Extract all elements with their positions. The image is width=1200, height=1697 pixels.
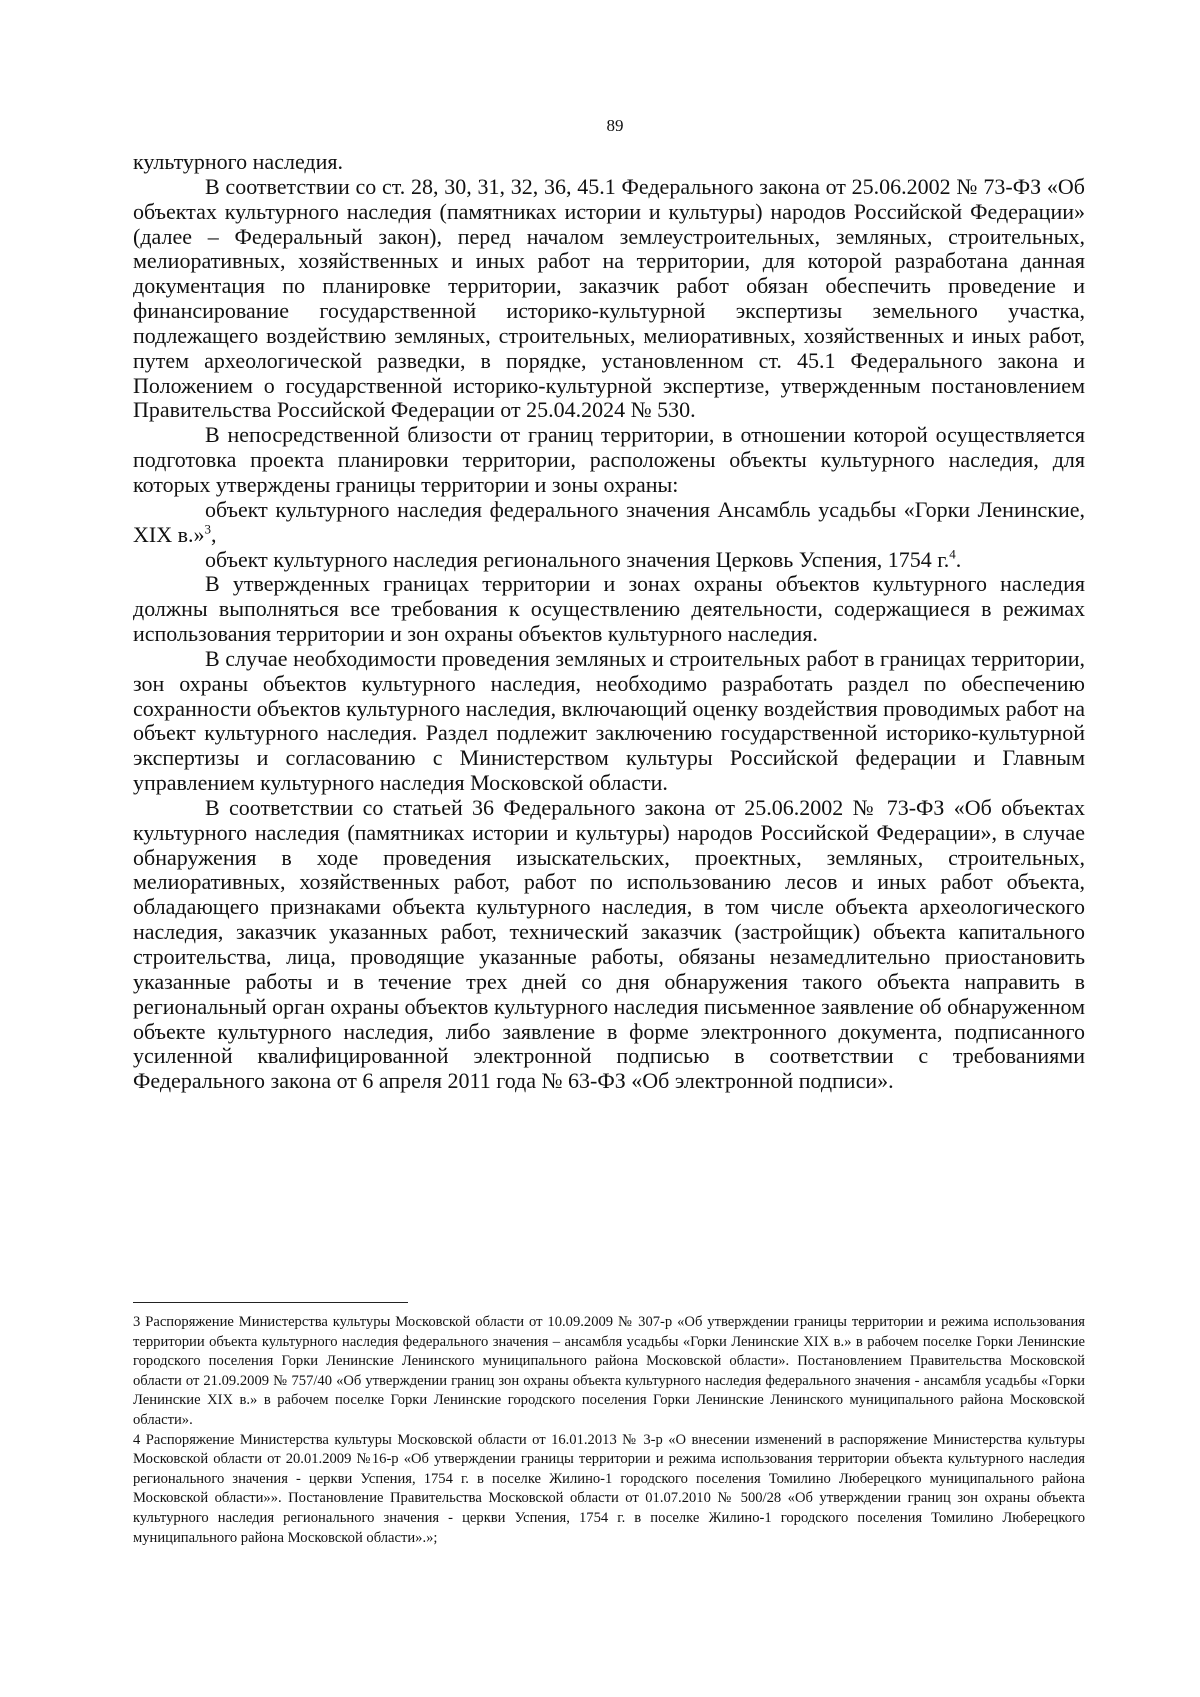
- page-number: 89: [606, 116, 624, 135]
- footnotes: [133, 1313, 1085, 1548]
- list-item-heritage-object: [133, 498, 1085, 548]
- paragraph-nearby-objects: В непосредственной близости от границ территории, в отношении которой осуществляется подготовка проекта планировки территории, расположены объекты культурного наследия, для которых утверждены границы территории и зоны охраны:: [133, 422, 1085, 497]
- list-item-heritage-object: [133, 548, 1085, 573]
- footnote-reference: 3: [204, 521, 211, 537]
- heritage-object-text: объект культурного наследия федерального значения Ансамбль усадьбы «Горки Ленинские, XIX в.»: [133, 496, 1085, 547]
- paragraph-continuation: культурного наследия.: [133, 149, 343, 174]
- paragraph-preservation-section: В случае необходимости проведения земляных и строительных работ в границах территории, зон охраны объектов культурного наследия, необходимо разработать раздел по обеспечению сохранности объектов культурного наследия, включающий оценку воздействия проводимых работ на объект культурного наследия. Раздел подлежит заключению государственной историко-культурной экспертизы и согласованию с Министерством культуры Российской федерации и Главным управлением культурного наследия Московской области.: [133, 645, 1086, 796]
- paragraph-discovery-procedure: В соответствии со статьей 36 Федерального закона от 25.06.2002 № 73-ФЗ «Об объектах культурного наследия (памятниках истории и культуры) народов Российской Федерации», в случае обнаружения в ходе проведения изыскательских, проектных, земляных, строительных, мелиоративных, хозяйственных работ, работ по использованию лесов и иных работ объекта, обладающего признаками объекта культурного наследия, в том числе объекта археологического наследия, заказчик указанных работ, технический заказчик (застройщик) объекта капитального строительства, лица, проводящие указанные работы, обязаны незамедлительно приостановить указанные работы и в течение трех дней со дня обнаружения такого объекта направить в региональный орган охраны объектов культурного наследия письменное заявление об обнаруженном объекте культурного наследия, либо заявление в форме электронного документа, подписанного усиленной квалифицированной электронной подписью в соответствии с требованиями Федерального закона от 6 апреля 2011 года № 63-ФЗ «Об электронной подписи».: [133, 794, 1085, 1094]
- paragraph-expertise-requirement: В соответствии со ст. 28, 30, 31, 32, 36, 45.1 Федерального закона от 25.06.2002 № 73-ФЗ «Об объектах культурного наследия (памятниках истории и культуры) народов Российской Федерации» (далее – Федеральный закон), перед началом землеустроительных, земляных, строительных, мелиоративных, хозяйственных и иных работ на территории, для которой разработана данная документация по планировке территории, заказчик работ обязан обеспечить проведение и финансирование государственной историко-культурной экспертизы земельного участка, подлежащего воздействию земляных, строительных, мелиоративных, хозяйственных и иных работ, путем археологической разведки, в порядке, установленном ст. 45.1 Федерального закона и Положением о государственной историко-культурной экспертизе, утвержденным постановлением Правительства Российской Федерации от 25.04.2024 № 530.: [133, 173, 1085, 423]
- footnote-separator: [133, 1302, 408, 1303]
- document-body: [133, 150, 1085, 1094]
- footnote-reference: 4: [949, 546, 956, 562]
- heritage-object-tail: ,: [211, 521, 217, 547]
- footnote: 3 Распоряжение Министерства культуры Московской области от 10.09.2009 № 307-р «Об утверждении границы территории и режима использования территории объекта культурного наследия федерального значения – ансамбля усадьбы «Горки Ленинские XIX в.» в рабочем поселке Горки Ленинские городского поселения Горки Ленинские Ленинского муниципального района Московской области». Постановлением Правительства Московской области от 21.09.2009 № 757/40 «Об утверждении границ зон охраны объекта культурного наследия федерального значения - ансамбля усадьбы «Горки Ленинские XIX в.» в рабочем поселке Горки Ленинские городского поселения Горки Ленинские Ленинского муниципального района Московской области».: [133, 1314, 1085, 1428]
- heritage-object-text: объект культурного наследия регионального значения Церковь Успения, 1754 г.: [205, 546, 950, 572]
- paragraph-regime-requirements: В утвержденных границах территории и зонах охраны объектов культурного наследия должны выполняться все требования к осуществлению деятельности, содержащиеся в режимах использования территории и зон охраны объектов культурного наследия.: [133, 571, 1085, 647]
- heritage-object-tail: .: [955, 546, 962, 572]
- footnote: 4 Распоряжение Министерства культуры Московской области от 16.01.2013 № 3-р «О внесении изменений в распоряжение Министерства культуры Московской области от 20.01.2009 №16-р «Об утверждении границы территории и режима использования территории объекта культурного наследия регионального значения - церкви Успения, 1754 г. в поселке Жилино-1 городского поселения Томилино Люберецкого муниципального района Московской области»». Постановление Правительства Московской области от 01.07.2010 № 500/28 «Об утверждении границ зон охраны объекта культурного наследия регионального значения - церкви Успения, 1754 г. в поселке Жилино-1 городского поселения Томилино Люберецкого муниципального района Московской области».»;: [133, 1431, 1085, 1546]
